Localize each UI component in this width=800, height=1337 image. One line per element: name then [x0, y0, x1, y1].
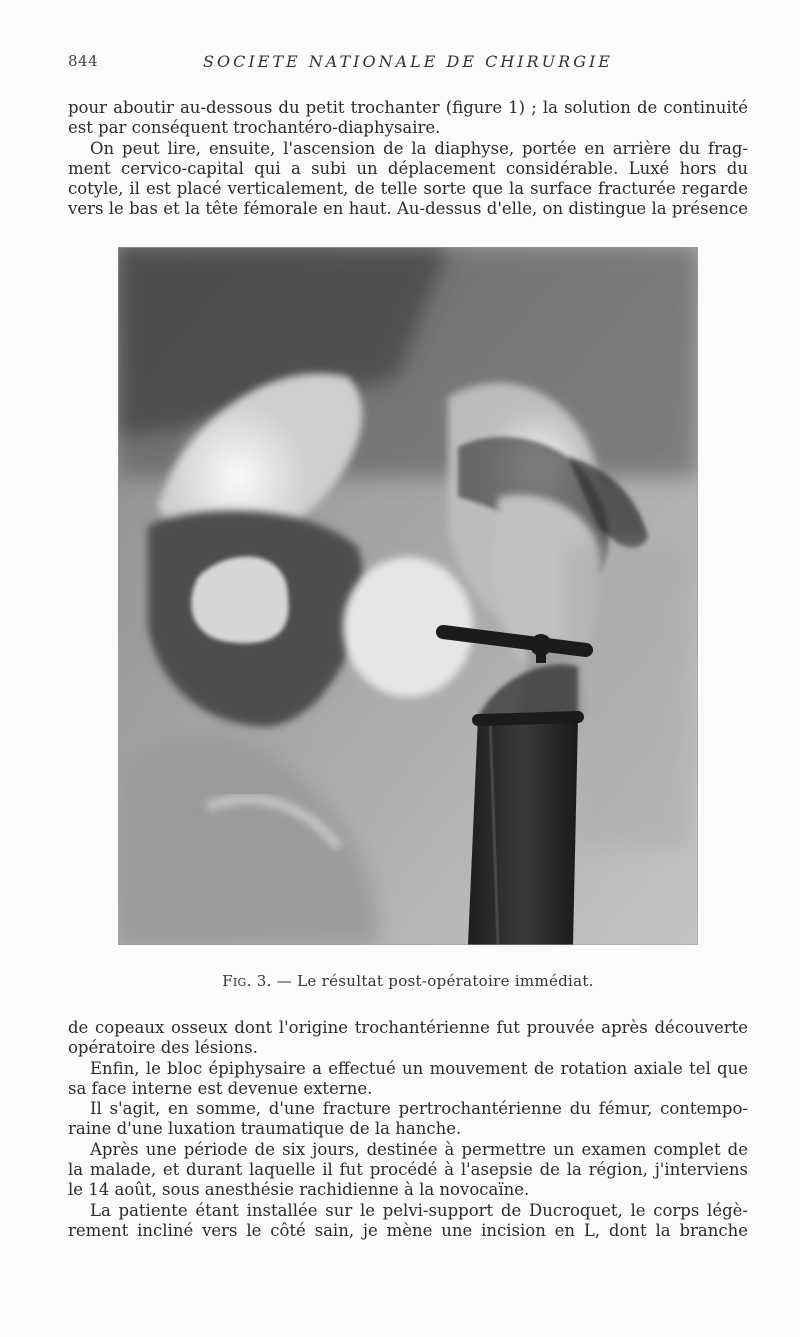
text-line: cotyle, il est placé verticalement, de telle sorte que la surface fracturée regarde	[68, 179, 748, 199]
figure-label: Fig. 3.	[222, 972, 272, 990]
text-line: raine d'une luxation traumatique de la hanche.	[68, 1119, 462, 1139]
running-title: SOCIETE NATIONALE DE CHIRURGIE	[203, 52, 613, 71]
xray-image	[118, 247, 698, 945]
top-paragraphs	[68, 98, 748, 220]
text-line: On peut lire, ensuite, l'ascension de la diaphyse, portée en arrière du frag-	[90, 138, 748, 158]
text-line: Après une période de six jours, destinée à permettre un examen complet de	[90, 1139, 748, 1159]
text-line: Il s'agit, en somme, d'une fracture pertrochantérienne du fémur, contempo-	[90, 1099, 748, 1119]
page-number: 844	[68, 52, 99, 70]
text-line: le 14 août, sous anesthésie rachidienne à la novocaïne.	[68, 1180, 530, 1200]
figure-caption	[68, 972, 748, 990]
text-line: opératoire des lésions.	[68, 1038, 258, 1058]
page-header	[68, 52, 748, 76]
text-line: vers le bas et la tête fémorale en haut. Au-dessus d'elle, on distingue la présence	[68, 199, 748, 219]
text-line: Enfin, le bloc épiphysaire a effectué un mouvement de rotation axiale tel que	[90, 1058, 748, 1078]
text-line: la malade, et durant laquelle il fut procédé à l'asepsie de la région, j'interviens	[68, 1160, 748, 1180]
text-line: est par conséquent trochantéro-diaphysaire.	[68, 118, 441, 138]
text-line: pour aboutir au-dessous du petit trochanter (figure 1) ; la solution de continuité	[68, 98, 748, 117]
text-line: La patiente étant installée sur le pelvi-support de Ducroquet, le corps légè-	[90, 1200, 748, 1220]
xray-figure	[118, 247, 698, 945]
text-line: ment cervico-capital qui a subi un déplacement considérable. Luxé hors du	[68, 158, 748, 178]
text-line: sa face interne est devenue externe.	[68, 1078, 373, 1098]
figure-caption-text: — Le résultat post-opératoire immédiat.	[276, 972, 594, 990]
text-line: de copeaux osseux dont l'origine trochantérienne fut prouvée après découverte	[68, 1018, 748, 1037]
text-line: rement incliné vers le côté sain, je mène une incision en L, dont la branche	[68, 1220, 748, 1240]
bottom-paragraphs	[68, 1018, 748, 1241]
